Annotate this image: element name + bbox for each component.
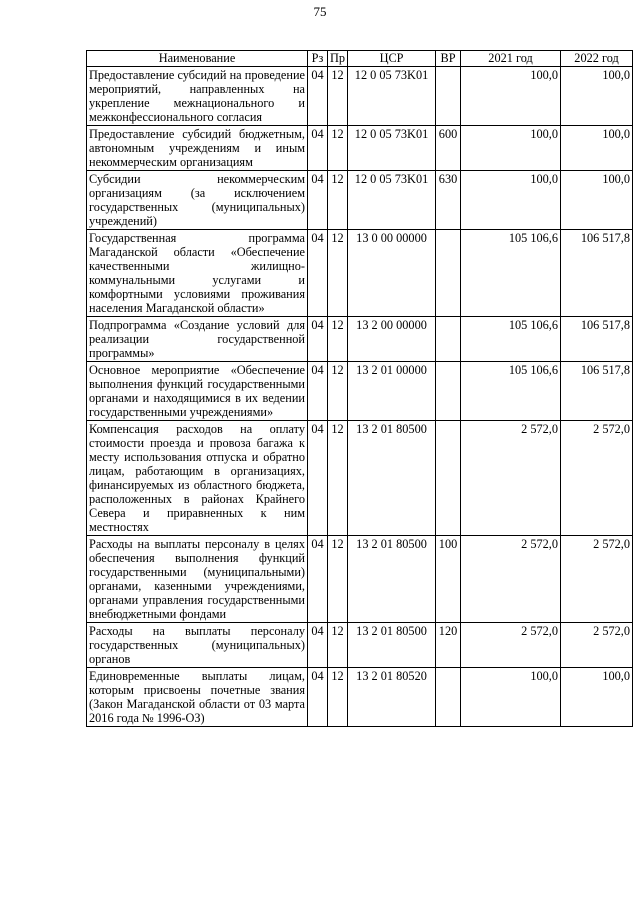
cell-name: Субсидии некоммерческим организациям (за исключением государственных (муниципальных) учреждений) [87, 171, 308, 230]
cell-pr: 12 [328, 421, 348, 536]
table-row [87, 171, 633, 230]
cell-vr [436, 421, 461, 536]
cell-csr: 12 0 05 73K01 [348, 126, 436, 171]
cell-vr [436, 67, 461, 126]
cell-2021: 105 106,6 [461, 317, 561, 362]
cell-vr [436, 362, 461, 421]
header-rz: Рз [308, 51, 328, 67]
cell-2022: 100,0 [561, 126, 633, 171]
cell-2022: 106 517,8 [561, 317, 633, 362]
cell-csr: 13 2 01 80520 [348, 668, 436, 727]
cell-pr: 12 [328, 623, 348, 668]
cell-pr: 12 [328, 126, 348, 171]
cell-rz: 04 [308, 126, 328, 171]
page-number: 75 [313, 4, 327, 19]
header-2021: 2021 год [461, 51, 561, 67]
cell-vr: 630 [436, 171, 461, 230]
cell-2021: 100,0 [461, 668, 561, 727]
cell-2021: 105 106,6 [461, 230, 561, 317]
cell-vr [436, 230, 461, 317]
cell-pr: 12 [328, 362, 348, 421]
table-row [87, 668, 633, 727]
header-pr: Пр [328, 51, 348, 67]
table-row [87, 317, 633, 362]
cell-csr: 13 2 01 00000 [348, 362, 436, 421]
cell-rz: 04 [308, 230, 328, 317]
cell-2022: 2 572,0 [561, 623, 633, 668]
cell-2021: 2 572,0 [461, 421, 561, 536]
header-vr: ВР [436, 51, 461, 67]
table-header-row [87, 51, 633, 67]
cell-2022: 100,0 [561, 171, 633, 230]
cell-csr: 12 0 05 73K01 [348, 67, 436, 126]
cell-name: Подпрограмма «Создание условий для реализации государственной программы» [87, 317, 308, 362]
cell-pr: 12 [328, 67, 348, 126]
cell-rz: 04 [308, 623, 328, 668]
cell-2022: 106 517,8 [561, 362, 633, 421]
table-row [87, 362, 633, 421]
cell-rz: 04 [308, 67, 328, 126]
header-2022: 2022 год [561, 51, 633, 67]
table-row [87, 67, 633, 126]
cell-csr: 13 2 00 00000 [348, 317, 436, 362]
cell-csr: 13 0 00 00000 [348, 230, 436, 317]
cell-name: Предоставление субсидий бюджетным, автономным учреждениям и иным некоммерческим организациям [87, 126, 308, 171]
cell-pr: 12 [328, 668, 348, 727]
cell-rz: 04 [308, 536, 328, 623]
cell-2022: 106 517,8 [561, 230, 633, 317]
cell-2022: 100,0 [561, 67, 633, 126]
table-row [87, 126, 633, 171]
cell-2021: 2 572,0 [461, 623, 561, 668]
cell-name: Расходы на выплаты персоналу государственных (муниципальных) органов [87, 623, 308, 668]
table-row [87, 536, 633, 623]
cell-2021: 100,0 [461, 171, 561, 230]
cell-2021: 100,0 [461, 67, 561, 126]
cell-pr: 12 [328, 536, 348, 623]
cell-pr: 12 [328, 230, 348, 317]
cell-rz: 04 [308, 171, 328, 230]
cell-pr: 12 [328, 317, 348, 362]
cell-2021: 100,0 [461, 126, 561, 171]
cell-csr: 13 2 01 80500 [348, 421, 436, 536]
cell-rz: 04 [308, 668, 328, 727]
cell-csr: 12 0 05 73K01 [348, 171, 436, 230]
cell-name: Предоставление субсидий на проведение мероприятий, направленных на укрепление межнационального и межконфессионального согласия [87, 67, 308, 126]
cell-vr [436, 317, 461, 362]
table-row [87, 421, 633, 536]
cell-name: Государственная программа Магаданской области «Обеспечение качественными жилищно-коммунальными услугами и комфортными условиями проживания населения Магаданской области» [87, 230, 308, 317]
cell-2022: 2 572,0 [561, 536, 633, 623]
cell-2021: 2 572,0 [461, 536, 561, 623]
cell-rz: 04 [308, 421, 328, 536]
cell-name: Единовременные выплаты лицам, которым присвоены почетные звания (Закон Магаданской области от 03 марта 2016 года № 1996-ОЗ) [87, 668, 308, 727]
table-row [87, 623, 633, 668]
header-name: Наименование [87, 51, 308, 67]
table-row [87, 230, 633, 317]
header-csr: ЦСР [348, 51, 436, 67]
cell-name: Компенсация расходов на оплату стоимости проезда и провоза багажа к месту использования отпуска и обратно лицам, работающим в организациях, финансируемых из областного бюджета, расположенных в районах Крайнего Севера и приравненных к ним местностях [87, 421, 308, 536]
cell-2021: 105 106,6 [461, 362, 561, 421]
cell-csr: 13 2 01 80500 [348, 536, 436, 623]
cell-csr: 13 2 01 80500 [348, 623, 436, 668]
cell-2022: 100,0 [561, 668, 633, 727]
cell-rz: 04 [308, 362, 328, 421]
cell-vr: 600 [436, 126, 461, 171]
cell-name: Расходы на выплаты персоналу в целях обеспечения выполнения функций государственными (муниципальными) органами, казенными учреждениями, органами управления государственными внебюджетными фондами [87, 536, 308, 623]
cell-pr: 12 [328, 171, 348, 230]
cell-vr: 100 [436, 536, 461, 623]
cell-vr [436, 668, 461, 727]
cell-rz: 04 [308, 317, 328, 362]
cell-name: Основное мероприятие «Обеспечение выполнения функций государственными органами и находящимися в их ведении государственными учреждениями» [87, 362, 308, 421]
budget-table [86, 50, 633, 727]
cell-2022: 2 572,0 [561, 421, 633, 536]
cell-vr: 120 [436, 623, 461, 668]
